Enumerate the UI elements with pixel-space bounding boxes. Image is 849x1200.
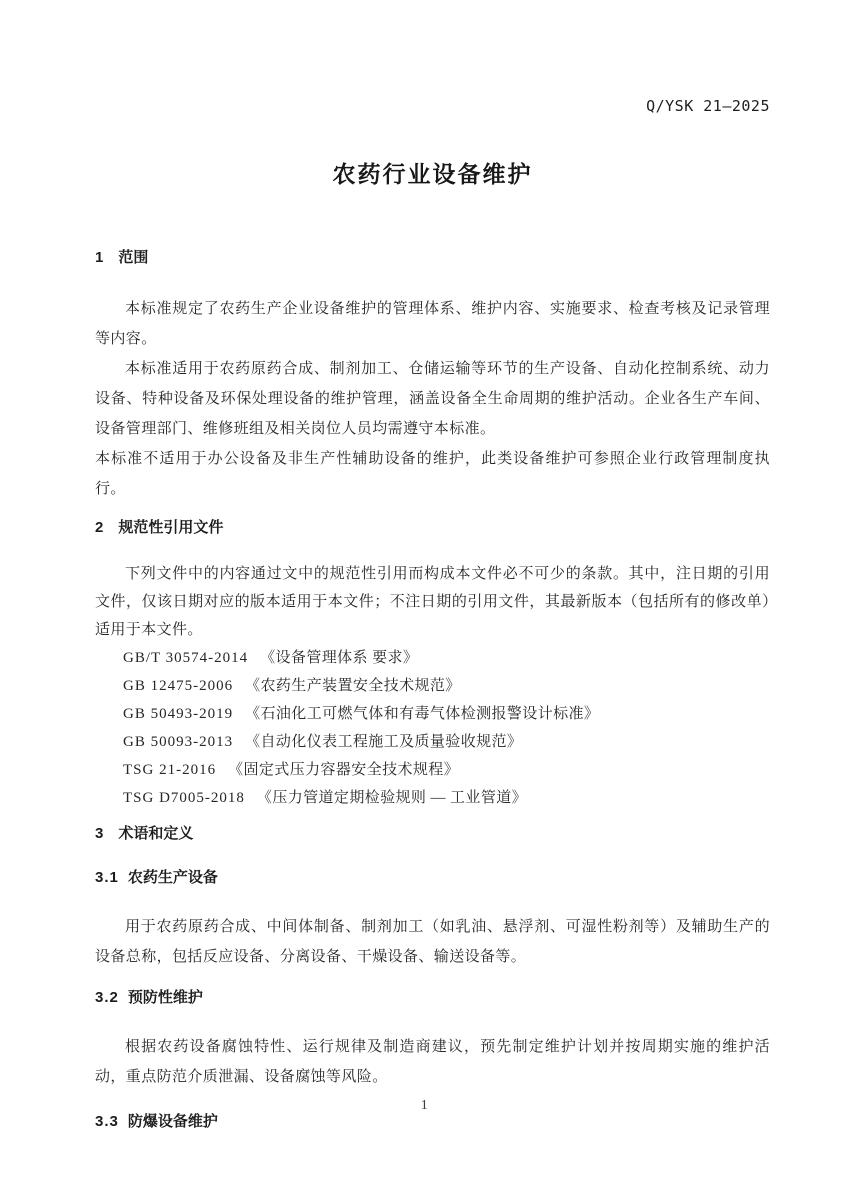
- section-1-paragraph-3: 本标准不适用于办公设备及非生产性辅助设备的维护，此类设备维护可参照企业行政管理制度执行。: [95, 451, 770, 497]
- subsection-3-1-title: 农药生产设备: [127, 869, 218, 886]
- section-2-number: 2: [95, 519, 104, 536]
- reference-code: GB 50493-2019: [123, 706, 234, 722]
- section-2-title: 规范性引用文件: [118, 519, 224, 536]
- section-2-heading: [95, 518, 770, 538]
- subsection-3-1-number: 3.1: [95, 869, 119, 886]
- reference-name: 《压力管道定期检验规则 — 工业管道》: [256, 790, 528, 806]
- reference-item: [123, 728, 770, 756]
- reference-code: GB/T 30574-2014: [123, 650, 249, 666]
- subsection-3-2-number: 3.2: [95, 989, 119, 1006]
- section-3-number: 3: [95, 825, 104, 842]
- section-3-heading: [95, 824, 770, 844]
- section-1-paragraph-1: 本标准规定了农药生产企业设备维护的管理体系、维护内容、实施要求、检查考核及记录管理等内容。: [95, 301, 770, 347]
- reference-code: TSG 21-2016: [123, 762, 217, 778]
- reference-item: [123, 672, 770, 700]
- page-number: 1: [420, 1098, 429, 1113]
- doc-code: Q/YSK 21—2025: [646, 97, 770, 115]
- reference-item: [123, 756, 770, 784]
- reference-name: 《石油化工可燃气体和有毒气体检测报警设计标准》: [245, 706, 600, 722]
- subsection-3-1-paragraph: 用于农药原药合成、中间体制备、制剂加工（如乳油、悬浮剂、可湿性粉剂等）及辅助生产的设备总称，包括反应设备、分离设备、干燥设备、输送设备等。: [95, 919, 770, 965]
- section-3-title: 术语和定义: [118, 825, 194, 842]
- subsection-3-1-heading: [95, 868, 770, 888]
- reference-name: 《固定式压力容器安全技术规程》: [228, 762, 460, 778]
- reference-name: 《自动化仪表工程施工及质量验收规范》: [245, 734, 523, 750]
- reference-name: 《农药生产装置安全技术规范》: [245, 678, 461, 694]
- doc-title: 农药行业设备维护: [332, 161, 533, 187]
- reference-list: [95, 644, 770, 812]
- subsection-3-2-paragraph: 根据农药设备腐蚀特性、运行规律及制造商建议，预先制定维护计划并按周期实施的维护活动，重点防范介质泄漏、设备腐蚀等风险。: [95, 1039, 770, 1085]
- reference-code: TSG D7005-2018: [123, 790, 245, 806]
- reference-code: GB 12475-2006: [123, 678, 234, 694]
- section-1-number: 1: [95, 249, 104, 266]
- reference-item: [123, 644, 770, 672]
- section-1-paragraph-2: 本标准适用于农药原药合成、制剂加工、仓储运输等环节的生产设备、自动化控制系统、动力设备、特种设备及环保处理设备的维护管理，涵盖设备全生命周期的维护活动。企业各生产车间、设备管理部门、维修班组及相关岗位人员均需遵守本标准。: [95, 361, 770, 437]
- section-1-title: 范围: [118, 249, 149, 266]
- reference-name: 《设备管理体系 要求》: [260, 650, 419, 666]
- section-1-heading: [95, 248, 770, 268]
- reference-code: GB 50093-2013: [123, 734, 234, 750]
- subsection-3-3-number: 3.3: [95, 1113, 119, 1130]
- subsection-3-3-heading: [95, 1112, 770, 1132]
- section-2-intro: 下列文件中的内容通过文中的规范性引用而构成本文件必不可少的条款。其中，注日期的引用文件，仅该日期对应的版本适用于本文件；不注日期的引用文件，其最新版本（包括所有的修改单）适用于本文件。: [95, 566, 770, 638]
- subsection-3-2-heading: [95, 988, 770, 1008]
- reference-item: [123, 784, 770, 812]
- subsection-3-2-title: 预防性维护: [127, 989, 203, 1006]
- reference-item: [123, 700, 770, 728]
- subsection-3-3-title: 防爆设备维护: [127, 1113, 218, 1130]
